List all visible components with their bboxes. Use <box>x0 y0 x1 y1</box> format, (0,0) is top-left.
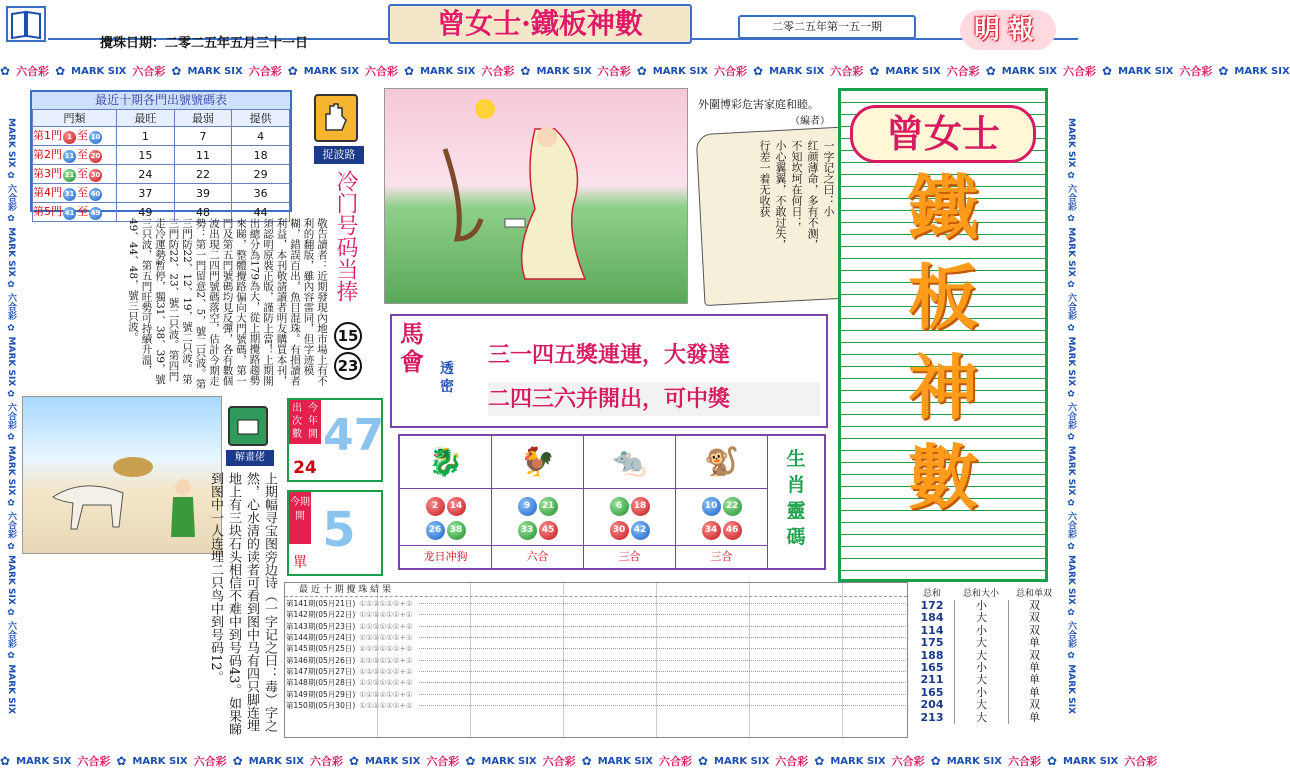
issue-value: 5 <box>322 502 356 558</box>
brand-name: 曾女士 <box>850 105 1036 163</box>
size-value: 小 <box>976 623 987 637</box>
fairy-painting <box>384 88 688 304</box>
ball: 10 <box>702 497 721 516</box>
issue-cell: 第141期 <box>286 599 316 609</box>
parity-value: 双 <box>1029 648 1040 662</box>
cell: 22 <box>174 165 232 184</box>
row-label: 第5門 <box>33 205 62 218</box>
parity-value: 单 <box>1029 636 1040 650</box>
poem-line: 行差一着无收获 <box>758 140 771 217</box>
ball: 46 <box>723 521 742 540</box>
stats-table <box>30 90 292 219</box>
table-row: 第147期 (05月27日) ①①①①①①+① <box>286 666 906 677</box>
issue-cell: 第145期 <box>286 644 316 654</box>
rooster-icon: 🐓 <box>520 445 555 478</box>
ball: 10 <box>89 131 102 144</box>
parity-value: 双 <box>1029 611 1040 625</box>
notice-text: 敬告讀者：近期發現內地市場上有不利的翻版，雖內容雷同，但字迹模糊，錯誤百出，魚目混珠。有損讀者利益，本刊敬請讀者明友購買本刊，須認明原裝正版，謹防上當！上期開出總分為179為大，從上期攪路趨勢來睇，整體攪路偏向大門號碼，第一門及第五門號碼均見反彈，各有數個波出現二四門號碼落空，估計今期走勢：第一門留意2、5，號二只波。第三門防22、12、19，號二只波。第三門防22、23、號二只波。第四門走冷運勢暫停，獨31、38、39，號三只波，第五門旺勢可持續升溫，49、44、48，號三只波。 <box>127 218 328 389</box>
parity-value: 单 <box>1029 710 1040 724</box>
size-value: 大 <box>976 611 987 625</box>
date-cell: (05月24日) <box>315 633 356 643</box>
ball: 9 <box>518 497 537 516</box>
zodiac-caption: 三合 <box>676 545 767 567</box>
table-row: 第1門 1 至 10 1 7 4 <box>33 127 290 146</box>
row-label: 第4門 <box>33 186 62 199</box>
cold-number-1: 15 <box>334 322 362 350</box>
table-row: 第142期 (05月22日) ①①①①①①+① <box>286 609 906 620</box>
side-char: 碼 <box>786 526 806 548</box>
date-cell: (05月29日) <box>315 689 356 699</box>
horse-line-1: 三一四五獎連連，大發達 <box>488 342 731 368</box>
cell: 15 <box>117 146 175 165</box>
hand-icon <box>314 94 358 142</box>
zodiac-cell <box>492 436 584 568</box>
table-row: 第146期 (05月26日) ①①①①①①+① <box>286 654 906 665</box>
dragon-icon: 🐉 <box>428 445 463 478</box>
ball: 6 <box>610 497 629 516</box>
sum-value: 204 <box>920 698 944 712</box>
table-row: 第3門 21 至 30 24 22 29 <box>33 165 290 184</box>
cell: 29 <box>232 165 290 184</box>
horse-panel <box>390 314 828 428</box>
sum-value: 114 <box>920 623 944 637</box>
sum-value: 188 <box>920 648 944 662</box>
sum-value: 213 <box>920 710 944 724</box>
parity-value: 双 <box>1029 599 1040 612</box>
side-char: 生 <box>786 448 806 470</box>
zodiac-caption: 三合 <box>584 545 675 567</box>
stats-table-title: 最近十期各門出號號碼表 <box>32 92 290 109</box>
ball: 30 <box>610 521 629 540</box>
table-row: 第150期 (05月30日) ①①①①①①+① <box>286 700 906 711</box>
brand-char: 神 <box>908 347 978 429</box>
table-row: 第144期 (05月24日) ①①①①①①+① <box>286 632 906 643</box>
issue-cell: 第143期 <box>286 621 316 631</box>
cell: 36 <box>232 184 290 203</box>
ball: 22 <box>723 497 742 516</box>
sum-header: 总和 <box>922 589 941 599</box>
parity-value: 双 <box>1029 623 1040 637</box>
size-value: 大 <box>976 698 987 712</box>
ball: 42 <box>631 521 650 540</box>
sums-panel <box>910 586 1060 740</box>
sum-size-header: 总和大小 <box>962 589 999 599</box>
table-row: 第2門 11 至 20 15 11 18 <box>33 146 290 165</box>
size-value: 小 <box>976 599 987 612</box>
horse-line-2: 二四三六并開出，可中獎 <box>488 382 820 416</box>
side-char: 肖 <box>786 474 806 496</box>
th-min: 最弱 <box>174 110 232 127</box>
marksix-strip-bottom: ✿ MARK SIX 六合彩 ✿ MARK SIX 六合彩 ✿ MARK SIX 六合彩 ✿ MARK SIX 六合彩 ✿ MARK SIX 六合彩 ✿ MARK SIX 六合彩 ✿ MARK SIX 六合彩 ✿ MARK SIX 六合彩 ✿ MARK SIX 六合彩 ✿ MARK SIX 六合彩 <box>0 754 1158 768</box>
year-value: 47 <box>323 410 385 461</box>
cell: 37 <box>117 184 175 203</box>
marksix-strip-top: ✿ 六合彩 ✿ MARK SIX 六合彩 ✿ MARK SIX 六合彩 ✿ MARK SIX 六合彩 ✿ MARK SIX 六合彩 ✿ MARK SIX 六合彩 ✿ MARK SIX 六合彩 ✿ MARK SIX 六合彩 ✿ MARK SIX 六合彩 ✿ MARK SIX 六合彩 ✿ MARK SIX 六合彩 ✿ MARK SIX <box>0 64 1290 78</box>
sum-value: 165 <box>920 661 944 675</box>
sum-value: 172 <box>920 599 944 612</box>
ball: 20 <box>89 150 102 163</box>
th-category: 門類 <box>33 110 117 127</box>
table-row: 第141期 (05月21日) ①①①①①①+① <box>286 598 906 609</box>
issue-cell: 第147期 <box>286 666 316 676</box>
horse-left-label: 馬會 <box>400 319 424 376</box>
th-give: 提供 <box>232 110 290 127</box>
rat-icon: 🐀 <box>612 445 647 478</box>
results-rows <box>286 598 906 711</box>
row-label: 第2門 <box>33 148 62 161</box>
bobolu-label: 捉波路 <box>314 146 364 164</box>
cell: 4 <box>232 127 290 146</box>
issue-cell: 第142期 <box>286 610 316 620</box>
side-char: 靈 <box>786 500 806 522</box>
zodiac-caption: 六合 <box>492 545 583 567</box>
marksix-strip-left: MARK SIX ✿ 六合彩 ✿ MARK SIX ✿ 六合彩 ✿ MARK SIX ✿ 六合彩 ✿ MARK SIX ✿ 六合彩 ✿ MARK SIX ✿ 六合彩 ✿ MARK SIX <box>6 117 16 715</box>
date-cell: (05月28日) <box>315 678 356 688</box>
ball: 45 <box>539 521 558 540</box>
zodiac-cell <box>676 436 768 568</box>
table-row: 第143期 (05月23日) ①①①①①①+① <box>286 621 906 632</box>
ball: 21 <box>63 169 76 182</box>
zodiac-cell <box>400 436 492 568</box>
scroll-poem <box>726 140 836 280</box>
page-title: 曾女士·鐵板神數 <box>388 4 692 44</box>
cell: 44 <box>232 203 290 222</box>
table-row: 第4門 31 至 40 37 39 36 <box>33 184 290 203</box>
poem-line: 红颜薄命，多有不测， <box>806 140 819 250</box>
hua-label: 解畫佬 <box>226 450 274 466</box>
zodiac-caption: 龙日冲狗 <box>400 545 491 567</box>
size-value: 小 <box>976 685 987 699</box>
date-cell: (05月30日) <box>315 700 356 710</box>
zodiac-side-label <box>768 436 824 568</box>
cell: 1 <box>117 127 175 146</box>
issue-cell: 第146期 <box>286 655 316 665</box>
table-row: 第148期 (05月28日) ①①①①①①+① <box>286 677 906 688</box>
issue-cell: 第144期 <box>286 633 316 643</box>
poem-line: 小心翼翼，不敢过失， <box>774 140 787 250</box>
ball: 14 <box>447 497 466 516</box>
ball: 49 <box>89 207 102 220</box>
cold-number-title: 冷门号码当捧 <box>333 170 358 302</box>
size-value: 大 <box>976 648 987 662</box>
issue-panel <box>287 490 383 576</box>
this-year-label: 今年開 <box>305 400 321 444</box>
table-row: 第149期 (05月29日) ①①①①①①+① <box>286 688 906 699</box>
ball: 11 <box>63 150 76 163</box>
row-label: 第1門 <box>33 129 62 142</box>
scroll-editor: （編者） <box>790 116 830 127</box>
ball: 21 <box>539 497 558 516</box>
cell: 11 <box>174 146 232 165</box>
ball: 1 <box>63 131 76 144</box>
cell: 24 <box>117 165 175 184</box>
issue-cell: 第149期 <box>286 689 316 699</box>
horse-right-label: 透密 <box>440 361 454 395</box>
ball: 26 <box>426 521 445 540</box>
sum-value: 184 <box>920 611 944 625</box>
size-value: 小 <box>976 661 987 675</box>
ball: 40 <box>89 188 102 201</box>
ball: 18 <box>631 497 650 516</box>
parity-value: 单 <box>1029 661 1040 675</box>
cell: 49 <box>117 203 175 222</box>
this-issue-label: 今期開 <box>289 492 311 544</box>
single-label: 單 <box>293 555 307 571</box>
ball: 41 <box>63 207 76 220</box>
brand-panel <box>838 88 1048 582</box>
times-value: 24 <box>293 458 317 478</box>
draw-date: 攪珠日期：二零二五年五月三十一日 <box>100 36 309 51</box>
sum-value: 211 <box>920 673 944 687</box>
count-panel <box>287 398 383 482</box>
times-label: 出次數 <box>289 400 305 444</box>
parity-value: 单 <box>1029 673 1040 687</box>
ball: 33 <box>518 521 537 540</box>
date-cell: (05月21日) <box>315 599 356 609</box>
sum-value: 175 <box>920 636 944 650</box>
brand-logo: 明報 <box>960 10 1056 50</box>
brand-char: 板 <box>908 257 978 339</box>
hua-icon <box>228 406 268 446</box>
book-icon <box>6 6 46 42</box>
date-cell: (05月25日) <box>315 644 356 654</box>
sum-value: 165 <box>920 685 944 699</box>
row-label: 第3門 <box>33 167 62 180</box>
results-title: 最 近 十 期 攪 珠 結 果 <box>285 583 907 597</box>
parity-value: 单 <box>1029 685 1040 699</box>
date-cell: (05月26日) <box>315 655 356 665</box>
ball: 38 <box>447 521 466 540</box>
monkey-icon: 🐒 <box>704 445 739 478</box>
date-cell: (05月27日) <box>315 666 356 676</box>
poem-line: 一字记之曰：小 <box>822 140 835 217</box>
hua-text: 上期幅寻宝图旁边诗（一字记之曰：毒）字之然，心水清的读者可看到图中马有四只脚连埋地上有三块石头相信不难中到号码43。如果睇到图中一人连埋二只鸟中到号码12。 <box>208 472 277 736</box>
parity-value: 双 <box>1029 698 1040 712</box>
table-row: 第145期 (05月25日) ①①①①①①+① <box>286 643 906 654</box>
th-max: 最旺 <box>117 110 175 127</box>
issue-number: 二零二五年第一五一期 <box>738 15 916 39</box>
marksix-strip-right: MARK SIX ✿ 六合彩 ✿ MARK SIX ✿ 六合彩 ✿ MARK SIX ✿ 六合彩 ✿ MARK SIX ✿ 六合彩 ✿ MARK SIX ✿ 六合彩 ✿ MARK SIX <box>1066 117 1076 715</box>
cold-number-2: 23 <box>334 352 362 380</box>
sum-parity-header: 总和单双 <box>1015 589 1052 599</box>
issue-cell: 第148期 <box>286 678 316 688</box>
size-value: 大 <box>976 673 987 687</box>
cell: 48 <box>174 203 232 222</box>
cell: 7 <box>174 127 232 146</box>
ball: 34 <box>702 521 721 540</box>
brand-char: 鐵 <box>908 167 978 249</box>
cell: 18 <box>232 146 290 165</box>
zodiac-panel <box>398 434 826 570</box>
ball: 2 <box>426 497 445 516</box>
zodiac-cell <box>584 436 676 568</box>
scroll-headline: 外圍博彩危害家庭和睦。 <box>698 98 819 111</box>
poem-line: 不知坎坷在何日； <box>790 140 803 228</box>
issue-cell: 第150期 <box>286 700 316 710</box>
table-row: 第5門 41 至 49 49 48 44 <box>33 203 290 222</box>
ball: 31 <box>63 188 76 201</box>
size-value: 大 <box>976 710 987 724</box>
cell: 39 <box>174 184 232 203</box>
size-value: 大 <box>976 636 987 650</box>
date-cell: (05月23日) <box>315 621 356 631</box>
ball: 30 <box>89 169 102 182</box>
date-cell: (05月22日) <box>315 610 356 620</box>
brand-char: 數 <box>908 437 978 519</box>
